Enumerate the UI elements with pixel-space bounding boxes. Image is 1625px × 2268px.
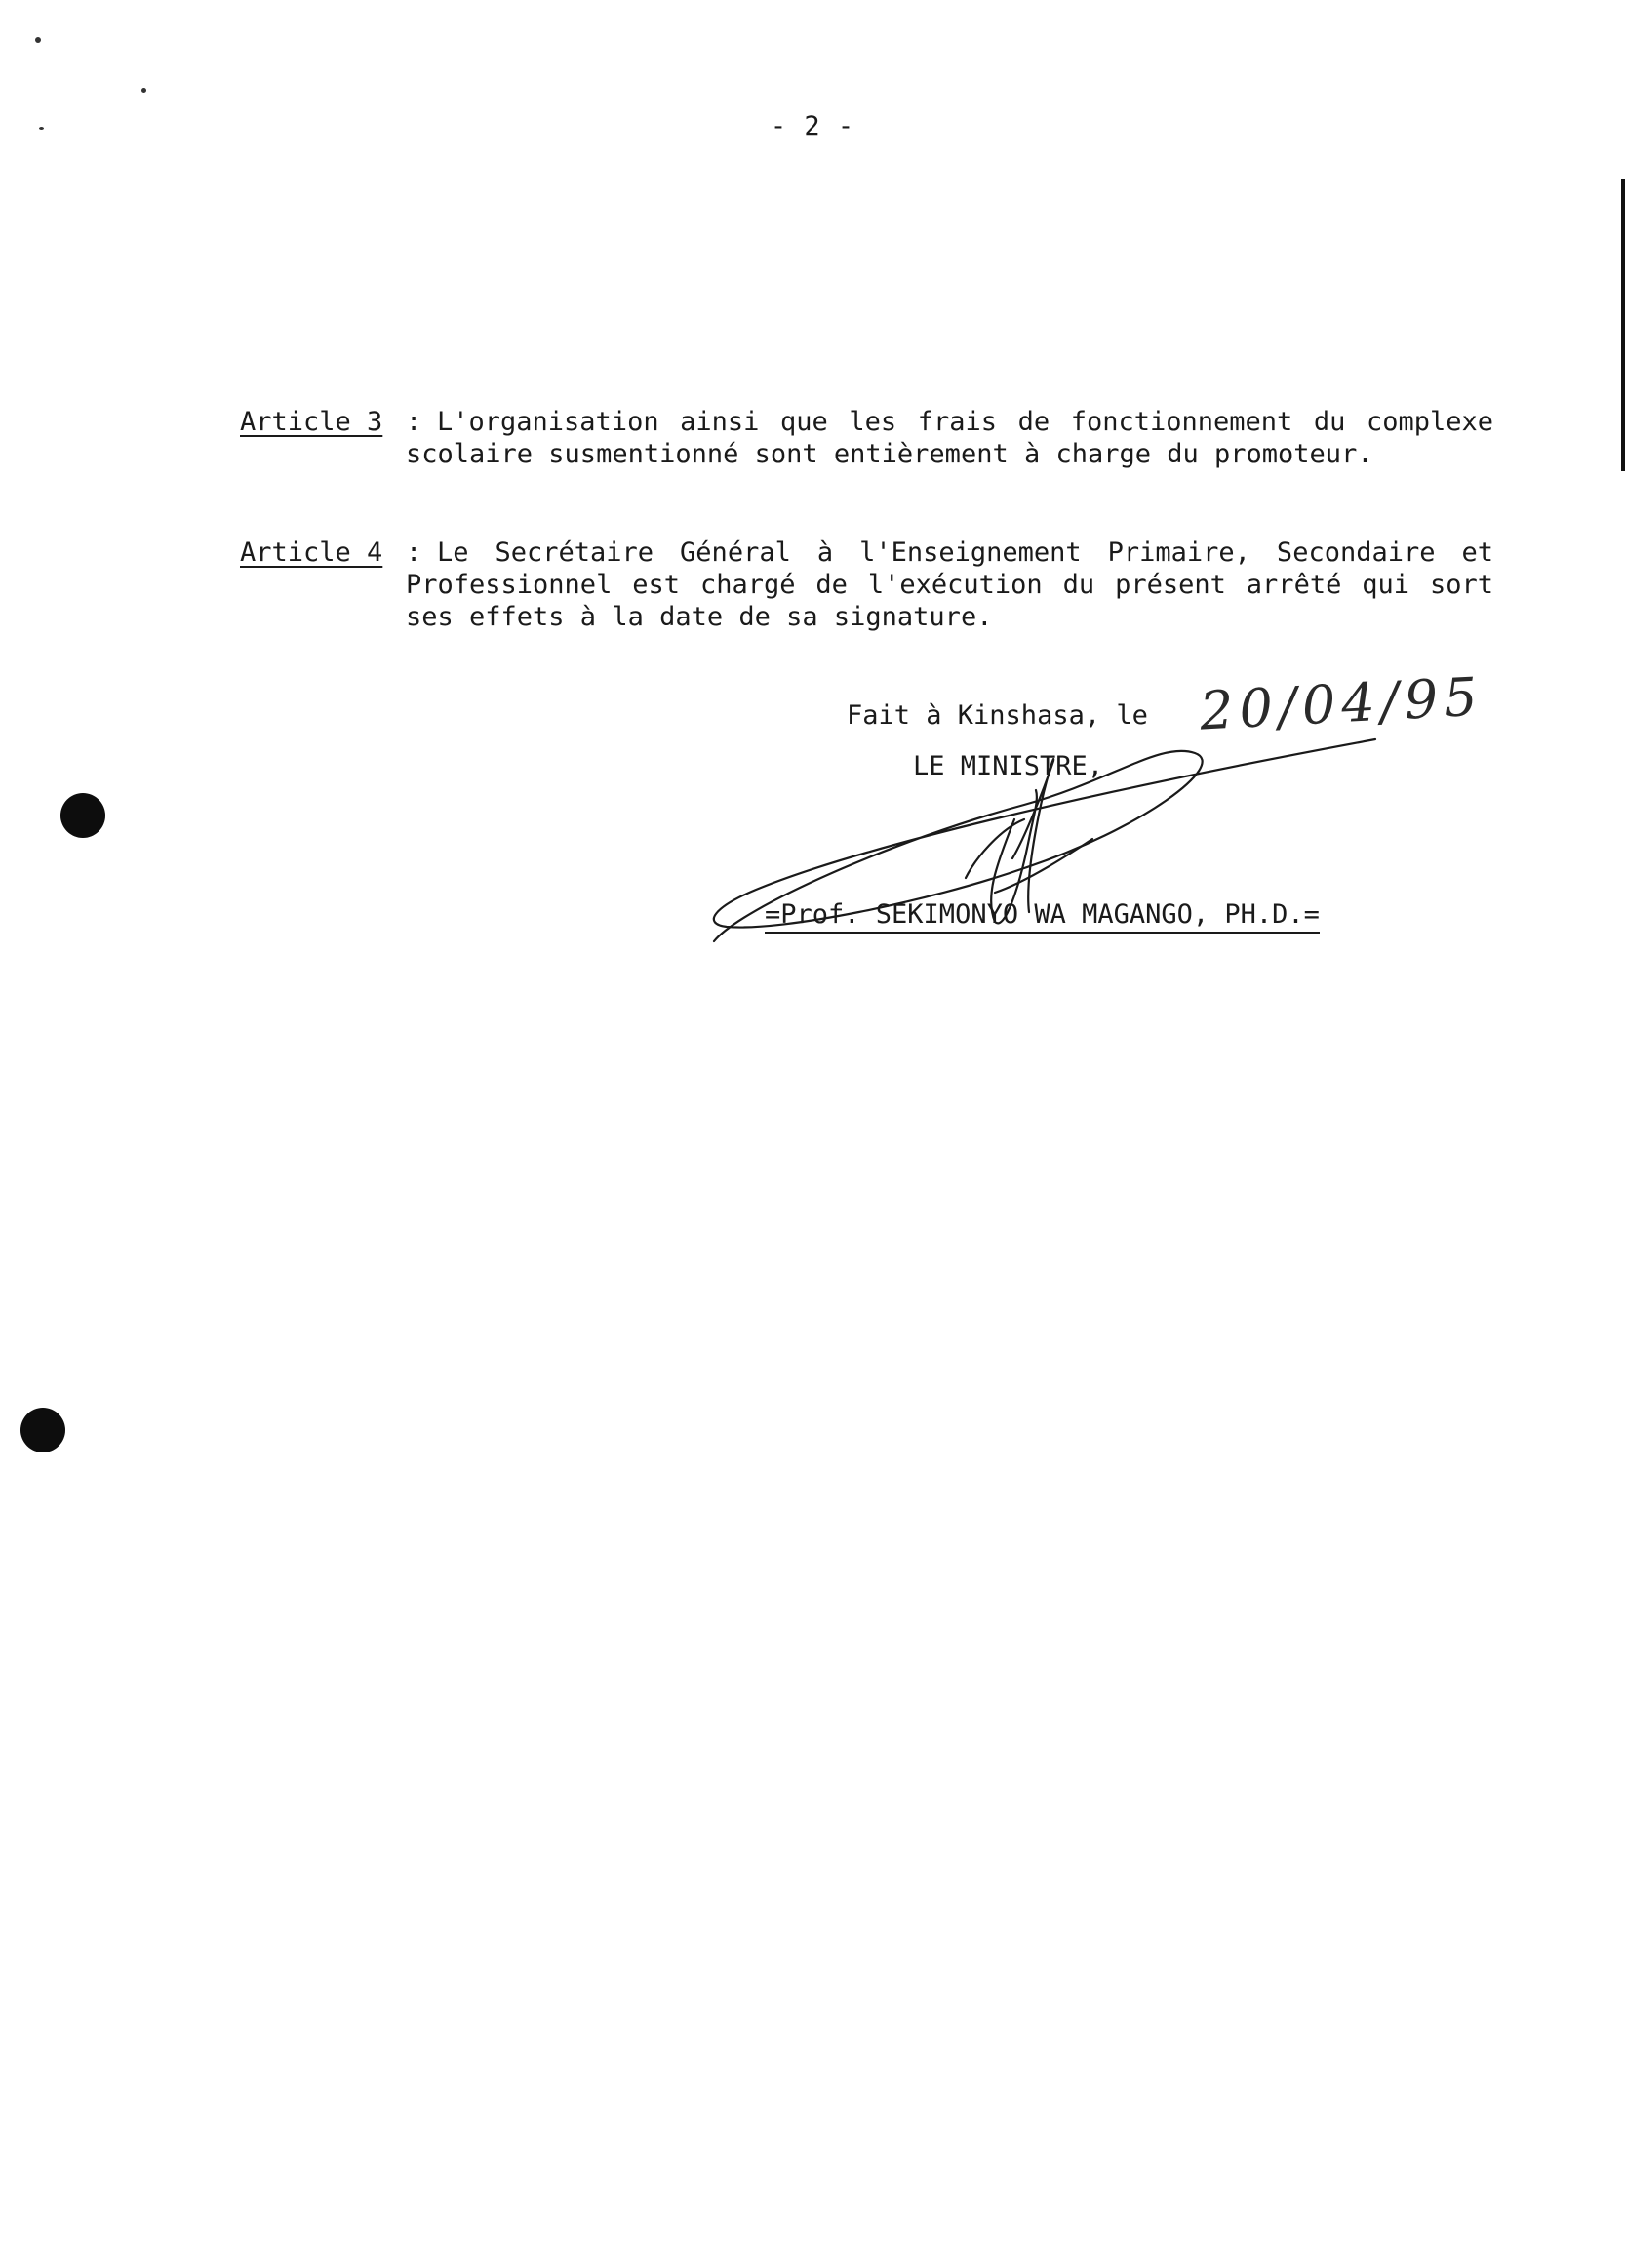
scan-speck: [35, 37, 41, 43]
article-body: [406, 537, 1493, 633]
handwritten-date: 20/04/95: [1198, 665, 1485, 742]
article-body: [406, 406, 1493, 470]
signatory-name: =Prof. SEKIMONYO WA MAGANGO, PH.D.=: [765, 899, 1320, 934]
article-line: L'organisation ainsi que les frais de fonctionnement du complexe: [437, 407, 1493, 437]
punch-hole: [20, 1408, 65, 1452]
article-line: scolaire susmentionné sont entièrement à charge du promoteur.: [406, 439, 1373, 469]
scan-speck: [141, 88, 146, 93]
article-separator: :: [406, 537, 422, 568]
article-line: ses effets à la date de sa signature.: [406, 602, 993, 632]
article-label: Article 4: [240, 537, 383, 568]
article-line: Professionnel est chargé de l'exécution du présent arrêté qui sort: [406, 570, 1493, 600]
article-separator: :: [406, 407, 422, 437]
article-line: Le Secrétaire Général à l'Enseignement Primaire, Secondaire et: [437, 537, 1493, 568]
scan-edge-mark: [1621, 179, 1625, 471]
place-and-date-label: Fait à Kinshasa, le: [847, 700, 1148, 731]
handwritten-signature: [702, 722, 1385, 956]
page-number: - 2 -: [770, 111, 855, 141]
minister-title: LE MINISTRE,: [913, 751, 1104, 781]
article-label: Article 3: [240, 407, 383, 437]
punch-hole: [60, 793, 105, 838]
